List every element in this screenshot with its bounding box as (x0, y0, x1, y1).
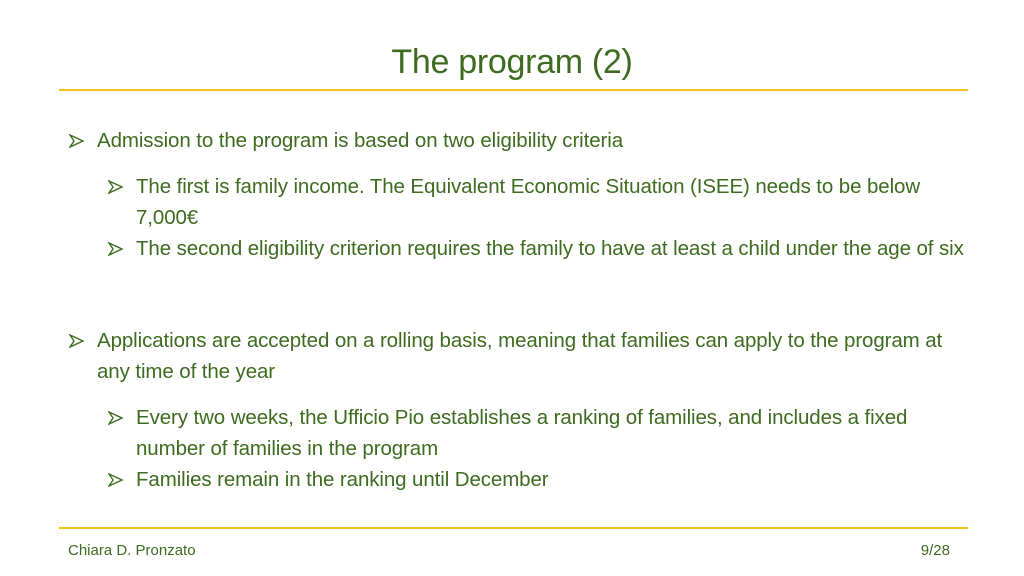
arrow-bullet-icon (69, 125, 89, 156)
arrow-bullet-icon (69, 325, 89, 356)
arrow-bullet-icon (108, 464, 128, 495)
subbullet-ranking (108, 402, 970, 464)
footer-divider (59, 527, 968, 529)
bullet-applications (69, 325, 969, 387)
slide-title: The program (2) (391, 43, 633, 81)
footer-author: Chiara D. Pronzato (68, 542, 196, 559)
arrow-bullet-icon (108, 233, 128, 264)
title-divider (59, 89, 968, 91)
subbullet-text: The first is family income. The Equivalent Economic Situation (ISEE) needs to be below 7,000€ (136, 175, 921, 229)
subbullet-text: Every two weeks, the Ufficio Pio establishes a ranking of families, and includes a fixed number of families in the program (136, 406, 908, 460)
bullet-text: Applications are accepted on a rolling basis, meaning that families can apply to the program at any time of the year (97, 329, 943, 383)
subbullet-text: Families remain in the ranking until December (136, 468, 549, 491)
subbullet-december (108, 464, 970, 495)
subbullet-family-income (108, 171, 970, 233)
arrow-bullet-icon (108, 171, 128, 202)
bullet-eligibility (69, 125, 969, 156)
subbullet-child-age (108, 233, 970, 264)
arrow-bullet-icon (108, 402, 128, 433)
subbullet-text: The second eligibility criterion requires the family to have at least a child under the age of six (136, 237, 964, 260)
page-number: 9/28 (920, 542, 950, 559)
bullet-text: Admission to the program is based on two eligibility criteria (97, 129, 623, 152)
